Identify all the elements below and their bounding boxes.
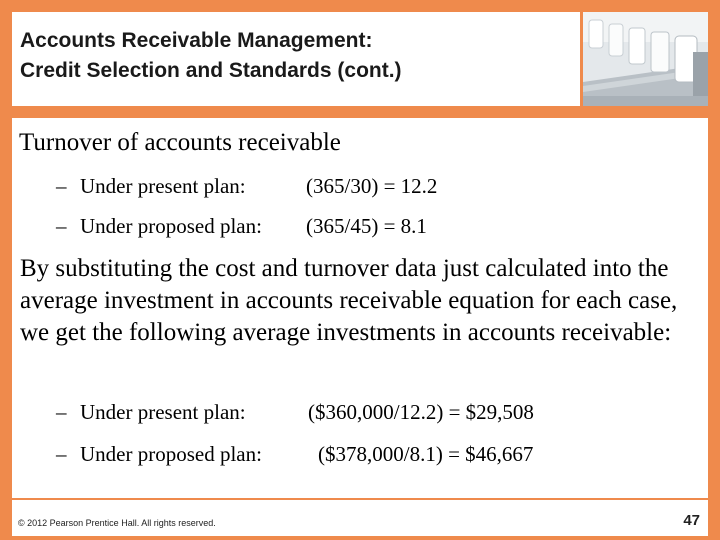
- item-label: Under proposed plan:: [80, 442, 262, 466]
- turnover-item-present: [56, 173, 246, 199]
- dash-bullet: –: [56, 174, 67, 198]
- turnover-item-proposed: [56, 213, 262, 239]
- investment-item-proposed: [56, 441, 262, 467]
- copyright-notice: © 2012 Pearson Prentice Hall. All rights reserved.: [18, 518, 216, 528]
- footer-panel: [12, 500, 708, 536]
- page-number: 47: [683, 512, 700, 529]
- title-panel: [12, 12, 580, 106]
- investment-paragraph: By substituting the cost and turnover data just calculated into the average investment in accounts receivable equation for each case, we get the following average investments in accounts receivable:: [20, 255, 678, 346]
- conference-room-photo: [583, 12, 708, 106]
- chairs-illustration: [583, 12, 708, 106]
- dash-bullet: –: [56, 214, 67, 238]
- content-panel: [12, 118, 708, 498]
- item-label: Under present plan:: [80, 400, 246, 424]
- investment-value-proposed: ($378,000/8.1) = $46,667: [318, 442, 534, 466]
- slide-title: Accounts Receivable Management: Credit Selection and Standards (cont.): [20, 29, 402, 82]
- investment-value-present: ($360,000/12.2) = $29,508: [308, 400, 534, 424]
- item-label: Under present plan:: [80, 174, 246, 198]
- item-label: Under proposed plan:: [80, 214, 262, 238]
- dash-bullet: –: [56, 400, 67, 424]
- turnover-value-proposed: (365/45) = 8.1: [306, 214, 427, 238]
- investment-item-present: [56, 399, 246, 425]
- turnover-value-present: (365/30) = 12.2: [306, 174, 438, 198]
- turnover-heading: Turnover of accounts receivable: [19, 129, 341, 156]
- dash-bullet: –: [56, 442, 67, 466]
